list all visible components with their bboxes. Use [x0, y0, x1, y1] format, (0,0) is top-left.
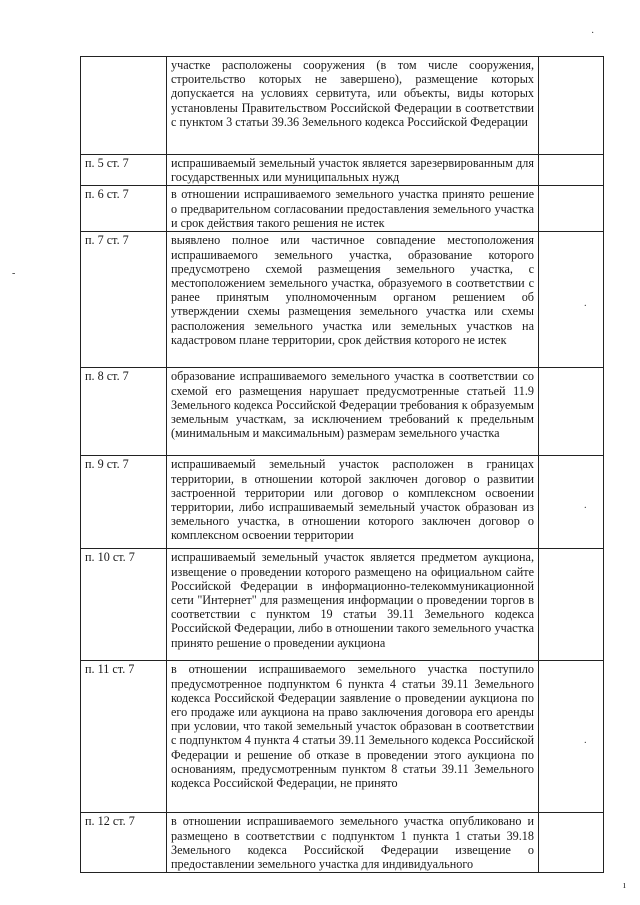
table-row: [81, 813, 604, 873]
table-row: [81, 368, 604, 456]
mark-cell: [539, 456, 604, 549]
table-row: [81, 661, 604, 813]
clause-text: испрашиваемый земельный участок расположен в границах территории, в отношении которой заключен договор о развитии застроенной территории или договор о комплексном освоении территории, либо испрашиваемый земельный участок образован из земельного участка, в отношении которого заключен договор о комплексном освоении территории: [167, 456, 539, 549]
clause-text: образование испрашиваемого земельного участка в соответствии со схемой его размещения нарушает предусмотренные статьей 11.9 Земельного кодекса Российской Федерации требования к образуемым земельным участкам, за исключением требований к предельным (минимальным и максимальным) размерам земельного участка: [167, 368, 539, 456]
scan-dot-mark: ·: [583, 300, 587, 312]
clause-text: в отношении испрашиваемого земельного участка принято решение о предварительном согласовании предоставления земельного участка и срок действия такого решения не истек: [167, 186, 539, 232]
mark-cell: [539, 368, 604, 456]
mark-cell: [539, 186, 604, 232]
refusal-grounds-table: [80, 56, 604, 873]
clause-reference: п. 7 ст. 7: [81, 232, 167, 368]
clause-text: в отношении испрашиваемого земельного участка поступило предусмотренное подпунктом 6 пункта 4 статьи 39.11 Земельного кодекса Российской Федерации заявление о проведении аукциона по его продаже или аукциона на право заключения договора его аренды при условии, что такой земельный участок образован в соответствии с подпунктом 4 пункта 4 статьи 39.11 Земельного кодекса Российской Федерации и решение об отказе в проведении этого аукциона по основаниям, предусмотренным пунктом 8 статьи 39.11 Земельного кодекса Российской Федерации, не принято: [167, 661, 539, 813]
scan-dot-mark: ·: [583, 737, 587, 749]
mark-cell: [539, 155, 604, 186]
scan-artifact-mark: ı: [623, 880, 626, 891]
clause-text: в отношении испрашиваемого земельного участка опубликовано и размещено в соответствии с подпунктом 1 пункта 1 статьи 39.18 Земельного кодекса Российской Федерации извещение о предоставлении земельного участка для индивидуального: [167, 813, 539, 873]
clause-reference: п. 5 ст. 7: [81, 155, 167, 186]
clause-reference: п. 6 ст. 7: [81, 186, 167, 232]
clause-reference: п. 9 ст. 7: [81, 456, 167, 549]
mark-cell: [539, 57, 604, 155]
clause-text: выявлено полное или частичное совпадение местоположения испрашиваемого земельного участка, образование которого предусмотрено схемой размещения земельного участка, с местоположением земельного участка, образуемого в соответствии с ранее принятым уполномоченным органом решением об утверждении схемы размещения земельного участка или схемы расположения земельного участка или земельных участков на кадастровом плане территории, срок действия которого не истек: [167, 232, 539, 368]
table-row: [81, 155, 604, 186]
mark-cell: [539, 232, 604, 368]
mark-cell: [539, 549, 604, 661]
clause-text: испрашиваемый земельный участок является предметом аукциона, извещение о проведении которого размещено на официальном сайте Российской Федерации в информационно-телекоммуникационной сети "Интернет" для размещения информации о проведении торгов в соответствии с пунктом 19 статьи 39.11 Земельного кодекса Российской Федерации, либо в отношении такого земельного участка принято решение о проведении аукциона: [167, 549, 539, 661]
scan-artifact-mark: ·: [591, 28, 595, 39]
clause-reference: п. 12 ст. 7: [81, 813, 167, 873]
clause-reference: п. 10 ст. 7: [81, 549, 167, 661]
mark-cell: [539, 813, 604, 873]
clause-reference: п. 11 ст. 7: [81, 661, 167, 813]
table-row: [81, 57, 604, 155]
table-row: [81, 456, 604, 549]
mark-cell: [539, 661, 604, 813]
scan-dot-mark: ·: [583, 503, 587, 515]
scan-artifact-mark: -: [12, 268, 16, 279]
clause-text: испрашиваемый земельный участок является зарезервированным для государственных или муниципальных нужд: [167, 155, 539, 186]
table-row: [81, 186, 604, 232]
table-row: [81, 549, 604, 661]
table-row: [81, 232, 604, 368]
clause-reference: п. 8 ст. 7: [81, 368, 167, 456]
clause-text: участке расположены сооружения (в том числе сооружения, строительство которых не завершено), размещение которых допускается на условиях сервитута, или объекты, виды которых установлены Правительством Российской Федерации в соответствии с пунктом 3 статьи 39.36 Земельного кодекса Российской Федерации: [167, 57, 539, 155]
clause-reference: [81, 57, 167, 155]
